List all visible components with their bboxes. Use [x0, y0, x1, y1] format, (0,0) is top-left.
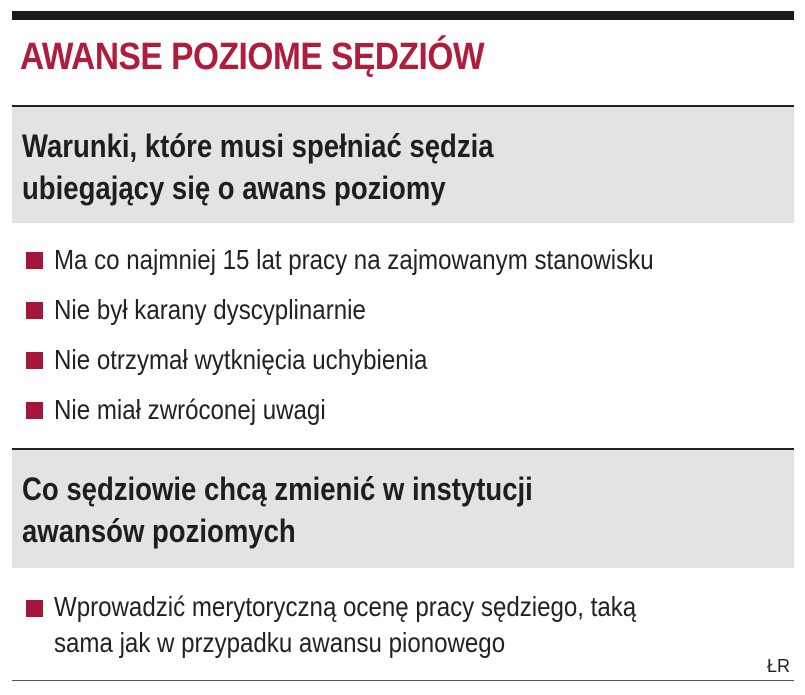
list-item-text: Nie miał zwróconej uwagi [54, 394, 326, 425]
section-heading-line: Co sędziowie chcą zmienić w instytucji [22, 471, 533, 507]
section-heading-line: awansów poziomych [22, 513, 296, 549]
infographic-box [12, 0, 794, 695]
bullet-square-icon [26, 252, 43, 269]
bullet-square-icon [26, 302, 43, 319]
infographic-title: AWANSE POZIOME SĘDZIÓW [20, 36, 485, 78]
list-item-text: sama jak w przypadku awansu pionowego [54, 627, 506, 658]
section-heading-proposals [12, 450, 794, 568]
section-heading-line: Warunki, które musi spełniać sędzia [22, 128, 494, 164]
list-item-text: Ma co najmniej 15 lat pracy na zajmowanym stanowisku [54, 244, 654, 275]
section-heading-line: ubiegający się o awans poziomy [22, 170, 446, 206]
bullet-square-icon [26, 402, 43, 419]
list-item-text: Nie był karany dyscyplinarnie [54, 294, 366, 325]
bottom-rule [12, 680, 794, 681]
list-item-text: Wprowadzić merytoryczną ocenę pracy sędziego, taką [54, 591, 637, 622]
bullet-square-icon [26, 352, 43, 369]
list-item-text: Nie otrzymał wytknięcia uchybienia [54, 344, 428, 375]
author-credit: ŁR [766, 656, 790, 676]
section-heading-conditions [12, 107, 794, 223]
top-rule [12, 11, 794, 20]
bullet-square-icon [26, 600, 43, 617]
